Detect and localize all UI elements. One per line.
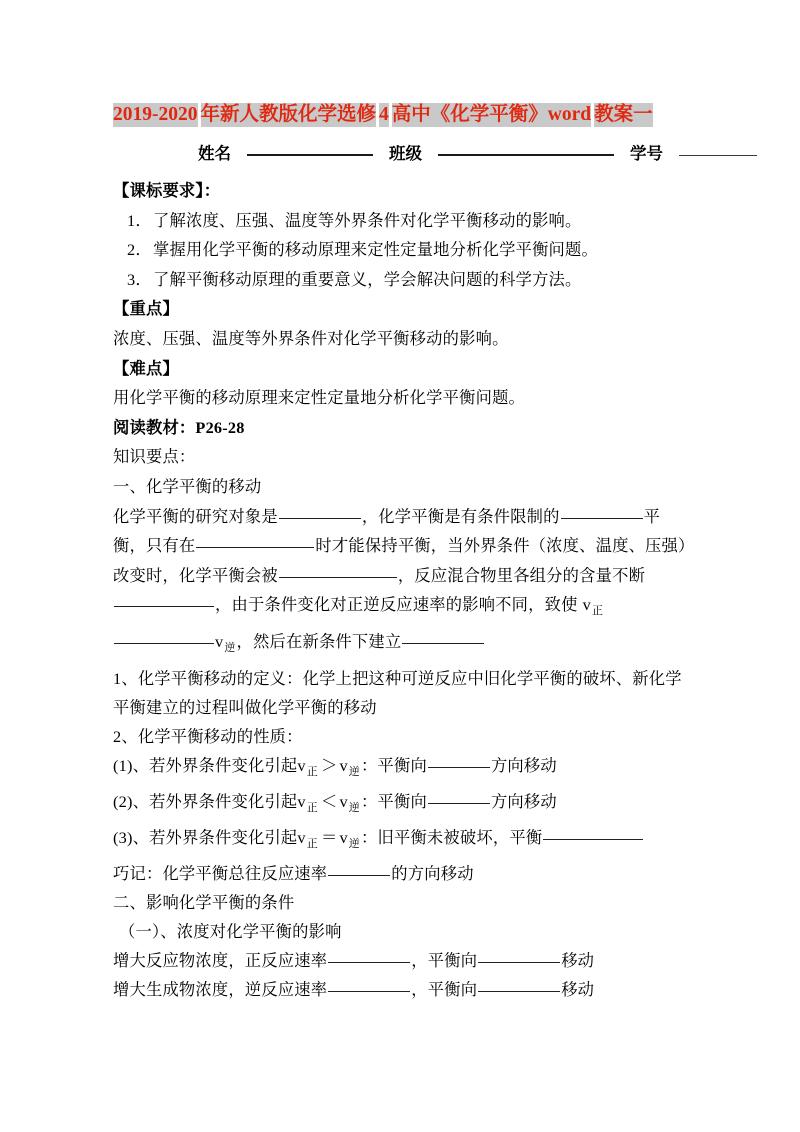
property-item-3-v-reverse: v xyxy=(339,827,348,847)
para1-blank-7[interactable] xyxy=(402,642,484,644)
property-item-1-blank[interactable] xyxy=(428,766,490,768)
class-label: 班级 xyxy=(389,144,422,163)
property-item-3-operator: ＝ xyxy=(320,827,338,847)
property-item-2-v-reverse-subscript: 逆 xyxy=(348,801,360,814)
property-item-1-v-forward: v xyxy=(297,755,306,775)
property-item-3-pre: 若外界条件变化引起 xyxy=(149,827,298,847)
standard-item-1 xyxy=(113,206,743,236)
knowledge-points-label: 知识要点： xyxy=(113,447,196,467)
property-item-2-number: (2)、 xyxy=(113,791,150,811)
property-item-3-v-reverse-subscript: 逆 xyxy=(348,837,360,850)
property-item-2-operator: ＜ xyxy=(320,791,338,811)
property-item-1-v-reverse: v xyxy=(339,755,348,775)
mnemonic-line xyxy=(113,859,743,888)
property-item-1-mid: ：平衡向 xyxy=(361,755,427,775)
student-info-line xyxy=(113,142,760,166)
concentration-line-1 xyxy=(113,946,743,975)
title-part-publisher: 年新人教版化学选修 xyxy=(200,104,377,125)
class-input-rule[interactable] xyxy=(438,153,614,156)
property-item-3-blank[interactable] xyxy=(543,838,643,840)
standard-item-2-text: 掌握用化学平衡的移动原理来定性定量地分析化学平衡问题。 xyxy=(153,240,598,260)
property-item-2-blank[interactable] xyxy=(428,802,490,804)
concentration-line-1-post: 移动 xyxy=(561,950,595,970)
mnemonic-post: 的方向移动 xyxy=(391,863,474,883)
concentration-line-2-blank-2[interactable] xyxy=(478,990,560,992)
document-title xyxy=(113,102,760,128)
para1-line5 xyxy=(113,627,743,664)
title-part-year: 2019-2020 xyxy=(113,104,198,125)
standard-item-2-number: 2． xyxy=(127,240,152,260)
property-item-3 xyxy=(113,823,743,859)
property-item-2-post: 方向移动 xyxy=(490,791,557,811)
para1-seg-6: 改变时，化学平衡会被 xyxy=(113,565,278,585)
property-item-2-mid: ：平衡向 xyxy=(361,791,427,811)
title-part-volume: 4 xyxy=(379,104,389,125)
title-part-lessonplan: 教案一 xyxy=(594,104,653,125)
para1-line1 xyxy=(113,502,743,532)
standard-item-2 xyxy=(113,235,743,265)
definition-line-2: 平衡建立的过程叫做化学平衡的移动 xyxy=(113,697,377,717)
name-input-rule[interactable] xyxy=(247,153,373,156)
reading-pages: P26-28 xyxy=(195,417,245,437)
property-item-1-v-reverse-subscript: 逆 xyxy=(348,765,360,778)
property-item-3-mid: ：旧平衡未被破坏，平衡 xyxy=(361,827,543,847)
para1-seg-1: 化学平衡的研究对象是 xyxy=(113,506,278,526)
para1-line3 xyxy=(113,561,743,591)
para1-blank-1[interactable] xyxy=(279,517,361,519)
para1-seg-2: ，化学平衡是有条件限制的 xyxy=(361,506,560,526)
property-item-1 xyxy=(113,751,743,787)
para1-seg-8: ，由于条件变化对正逆反应速率的影响不同，致使 xyxy=(215,595,578,615)
concentration-line-2 xyxy=(113,975,743,1004)
para1-rate-reverse-symbol: v xyxy=(215,631,224,651)
property-item-3-v-forward-subscript: 正 xyxy=(306,837,318,850)
para1-rate-reverse-subscript: 逆 xyxy=(224,641,236,654)
definition-line-1: 1、化学平衡移动的定义：化学上把这种可逆反应中旧化学平衡的破坏、新化学 xyxy=(113,668,682,688)
property-item-2 xyxy=(113,787,743,823)
property-item-3-v-forward: v xyxy=(297,827,306,847)
student-id-label: 学号 xyxy=(630,144,663,163)
mnemonic-pre: 巧记：化学平衡总往反应速率 xyxy=(113,863,328,883)
reading-assignment xyxy=(113,413,743,443)
para1-seg-3: 平 xyxy=(643,506,661,526)
property-item-1-number: (1)、 xyxy=(113,755,150,775)
concentration-line-2-pre: 增大生成物浓度，逆反应速率 xyxy=(113,979,328,999)
heading-sub-one: （一）、浓度对化学平衡的影响 xyxy=(119,921,342,941)
mnemonic-blank[interactable] xyxy=(328,874,390,876)
para1-blank-5[interactable] xyxy=(114,605,214,607)
concentration-line-1-mid: ，平衡向 xyxy=(411,950,478,970)
concentration-line-2-blank-1[interactable] xyxy=(328,990,410,992)
standard-item-3-number: 3． xyxy=(127,269,152,289)
para1-rate-forward-symbol: v xyxy=(582,595,591,615)
para1-seg-4: 衡，只有在 xyxy=(113,536,196,556)
para1-blank-4[interactable] xyxy=(279,576,397,578)
para1-line4 xyxy=(113,590,743,627)
property-item-1-pre: 若外界条件变化引起 xyxy=(149,755,298,775)
heading-curriculum-standard: 【课标要求】： xyxy=(113,181,221,200)
property-item-1-post: 方向移动 xyxy=(490,755,557,775)
concentration-line-2-post: 移动 xyxy=(561,979,595,999)
standard-item-1-number: 1． xyxy=(127,210,152,230)
para1-seg-11: ，然后在新条件下建立 xyxy=(236,631,402,651)
standard-item-3 xyxy=(113,265,743,295)
student-id-input-rule[interactable] xyxy=(679,154,757,156)
concentration-line-2-mid: ，平衡向 xyxy=(411,979,478,999)
property-item-2-v-forward-subscript: 正 xyxy=(306,801,318,814)
reading-label: 阅读教材： xyxy=(113,417,196,437)
heading-properties: 2、化学平衡移动的性质： xyxy=(113,726,303,746)
para1-seg-7: ，反应混合物里各组分的含量不断 xyxy=(397,565,646,585)
heading-part-two: 二、影响化学平衡的条件 xyxy=(113,892,295,912)
difficult-points-text: 用化学平衡的移动原理来定性定量地分析化学平衡问题。 xyxy=(113,388,526,408)
property-item-2-v-reverse: v xyxy=(339,791,348,811)
concentration-line-1-pre: 增大反应物浓度，正反应速率 xyxy=(113,950,328,970)
para1-rate-forward-subscript: 正 xyxy=(591,605,604,618)
document-body xyxy=(113,176,743,1004)
title-part-subject: 高中《化学平衡》word xyxy=(391,104,592,125)
standard-item-1-text: 了解浓度、压强、温度等外界条件对化学平衡移动的影响。 xyxy=(153,210,582,230)
property-item-1-operator: ＞ xyxy=(320,755,338,775)
property-item-2-pre: 若外界条件变化引起 xyxy=(149,791,298,811)
heading-difficult-points: 【难点】 xyxy=(113,358,179,378)
key-points-text: 浓度、压强、温度等外界条件对化学平衡移动的影响。 xyxy=(113,328,509,348)
concentration-line-1-blank-1[interactable] xyxy=(328,961,410,963)
property-item-2-v-forward: v xyxy=(297,791,306,811)
property-item-3-number: (3)、 xyxy=(113,827,150,847)
name-label: 姓名 xyxy=(198,144,231,163)
standard-item-3-text: 了解平衡移动原理的重要意义，学会解决问题的科学方法。 xyxy=(153,269,582,289)
document-title-text xyxy=(113,104,653,125)
para1-blank-3[interactable] xyxy=(196,546,314,548)
para1-seg-5: 时才能保持平衡，当外界条件（浓度、温度、压强） xyxy=(315,536,695,556)
heading-part-one: 一、化学平衡的移动 xyxy=(113,476,262,496)
para1-line2 xyxy=(113,531,743,561)
para1-blank-2[interactable] xyxy=(561,517,643,519)
para1-blank-6[interactable] xyxy=(114,642,214,644)
heading-key-points: 【重点】 xyxy=(113,299,179,319)
property-item-1-v-forward-subscript: 正 xyxy=(306,765,318,778)
concentration-line-1-blank-2[interactable] xyxy=(478,961,560,963)
